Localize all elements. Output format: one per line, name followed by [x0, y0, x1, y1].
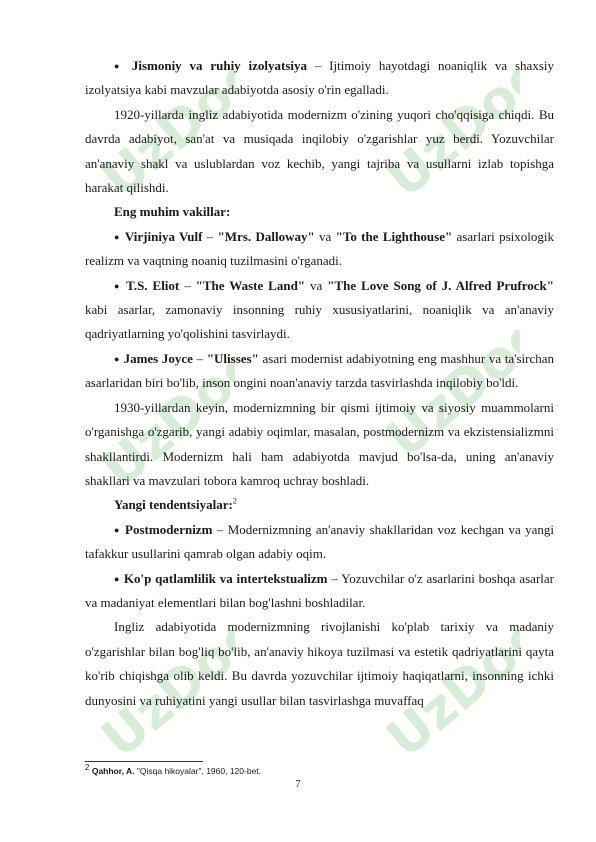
paragraph: 1920-yillarda ingliz adabiyotida modernizm o'zining yuqori cho'qqisiga chiqdi. Bu davrda adabiyot, san'at va musiqada inqilobiy o'zgarishlar yuz berdi. Yozuvchilar an'anaviy shakl va uslublardan voz kechib, yangi tajriba va usullarni izlab topishga harakat qilishdi.: [85, 106, 554, 196]
svg-text:UzDoc: UzDoc: [90, 630, 235, 770]
bullet-icon: ●: [114, 231, 121, 242]
bullet-term: Jismoniy va ruhiy izolyatsiya: [131, 58, 308, 73]
bullet-paragraph: [85, 518, 554, 567]
conjunction: va: [314, 228, 336, 244]
bullet-term: Ko'p qatlamlilik va intertekstualizm: [123, 570, 328, 586]
footnote-divider: [85, 761, 203, 762]
bullet-icon: ●: [114, 280, 122, 291]
bullet-paragraph: [85, 567, 554, 616]
work-title: "The Love Song of J. Alfred Prufrock": [327, 277, 555, 293]
svg-text:UzDoc: UzDoc: [375, 70, 520, 210]
separator: –: [202, 228, 218, 244]
svg-text:UzDoc: UzDoc: [90, 360, 235, 500]
footnote: [85, 763, 262, 776]
paragraph-text: – Yozuvchilar o'z asarlarini boshqa asarlar va madaniyat elementlari bilan bog'lashni boshladilar.: [85, 570, 554, 610]
conjunction: va: [305, 277, 328, 293]
paragraph-text: – Modernizmning an'anaviy shakllaridan voz kechgan va yangi tafakkur usullarini qamrab olgan adabiy oqim.: [85, 521, 555, 562]
paragraph-text: asarlari psixologik realizm va vaqtning noaniq tuzilmasini o'rganadi.: [85, 228, 555, 269]
work-title: "Mrs. Dalloway": [217, 228, 315, 244]
heading-text: Yangi tendentsiyalar:: [114, 497, 233, 513]
bullet-icon: ●: [114, 353, 120, 364]
author-name: T.S. Eliot: [126, 277, 180, 293]
footnote-author: Qahhor, A.: [91, 766, 135, 776]
bullet-paragraph: [85, 274, 554, 347]
footnote-number: 2: [85, 763, 90, 773]
work-title: "To the Lighthouse": [335, 228, 453, 244]
work-title: "The Waste Land": [195, 277, 306, 293]
paragraph-text: – Ijtimoiy hayotdagi noaniqlik va shaxsiy izolyatsiya kabi mavzular adabiyotda asosiy o'rin egalladi.: [85, 58, 555, 98]
footnote-text: "Qisqa hikoyalar", 1960, 120-bet.: [134, 766, 262, 776]
bullet-icon: ●: [114, 573, 121, 584]
svg-text:UzDoc: UzDoc: [90, 70, 235, 210]
section-heading: [85, 493, 554, 517]
svg-text:UzDoc: UzDoc: [375, 630, 520, 770]
work-title: "Ulisses": [206, 350, 259, 366]
page-number: 7: [295, 779, 301, 790]
bullet-paragraph: [85, 347, 554, 396]
paragraph: 1930-yillardan keyin, modernizmning bir qismi ijtimoiy va siyosiy muammolarni o'rganishga o'zgarib, yangi adabiy oqimlar, masalan, postmodernizm va ekzistensializmni shakllantirdi. Modernizm hali ham adabiyotda mavjud bo'lsa-da, uning an'anaviy shakllari va mavzulari tobora kamroq uchray boshladi.: [85, 399, 554, 488]
paragraph-text: asari modernist adabiyotning eng mashhur va ta'sirchan asarlaridan biri bo'lib, inson ongini noan'anaviy tarzda tasvirlashda inqilobiy bo'ldi.: [85, 350, 555, 391]
heading-text: Eng muhim vakillar:: [114, 204, 231, 220]
bullet-icon: ●: [114, 524, 121, 535]
paragraph: Ingliz adabiyotida modernizmning rivojlanishi ko'plab tarixiy va madaniy o'zgarishlar bilan bog'liq bo'lib, an'anaviy hikoya tuzilmasi va estetik qadriyatlarini qayta ko'rib chiqishga olib keldi. Bu davrda yozuvchilar ijtimoiy haqiqatlarni, insonning ichki dunyosini va ruhiyatini yangi usullar bilan tasvirlashga muvaffaq: [85, 619, 554, 708]
separator: –: [192, 350, 207, 366]
author-name: James Joyce: [123, 350, 193, 366]
bullet-paragraph: [85, 54, 554, 103]
author-name: Virjiniya Vulf: [124, 228, 203, 244]
svg-text:UzDoc: UzDoc: [375, 330, 520, 470]
paragraph-text: kabi asarlar, zamonaviy insonning ruhiy xususiyatlarini, noaniqlik va an'anaviy qadriyatlarning yo'qolishini tasvirlaydi.: [85, 302, 554, 342]
separator: –: [179, 277, 196, 293]
footnote-ref[interactable]: 2: [232, 496, 237, 506]
bullet-icon: ●: [114, 61, 125, 71]
section-heading: [85, 200, 554, 224]
body-text: [85, 54, 554, 713]
bullet-paragraph: [85, 225, 554, 274]
bullet-term: Postmodernizm: [125, 521, 213, 537]
